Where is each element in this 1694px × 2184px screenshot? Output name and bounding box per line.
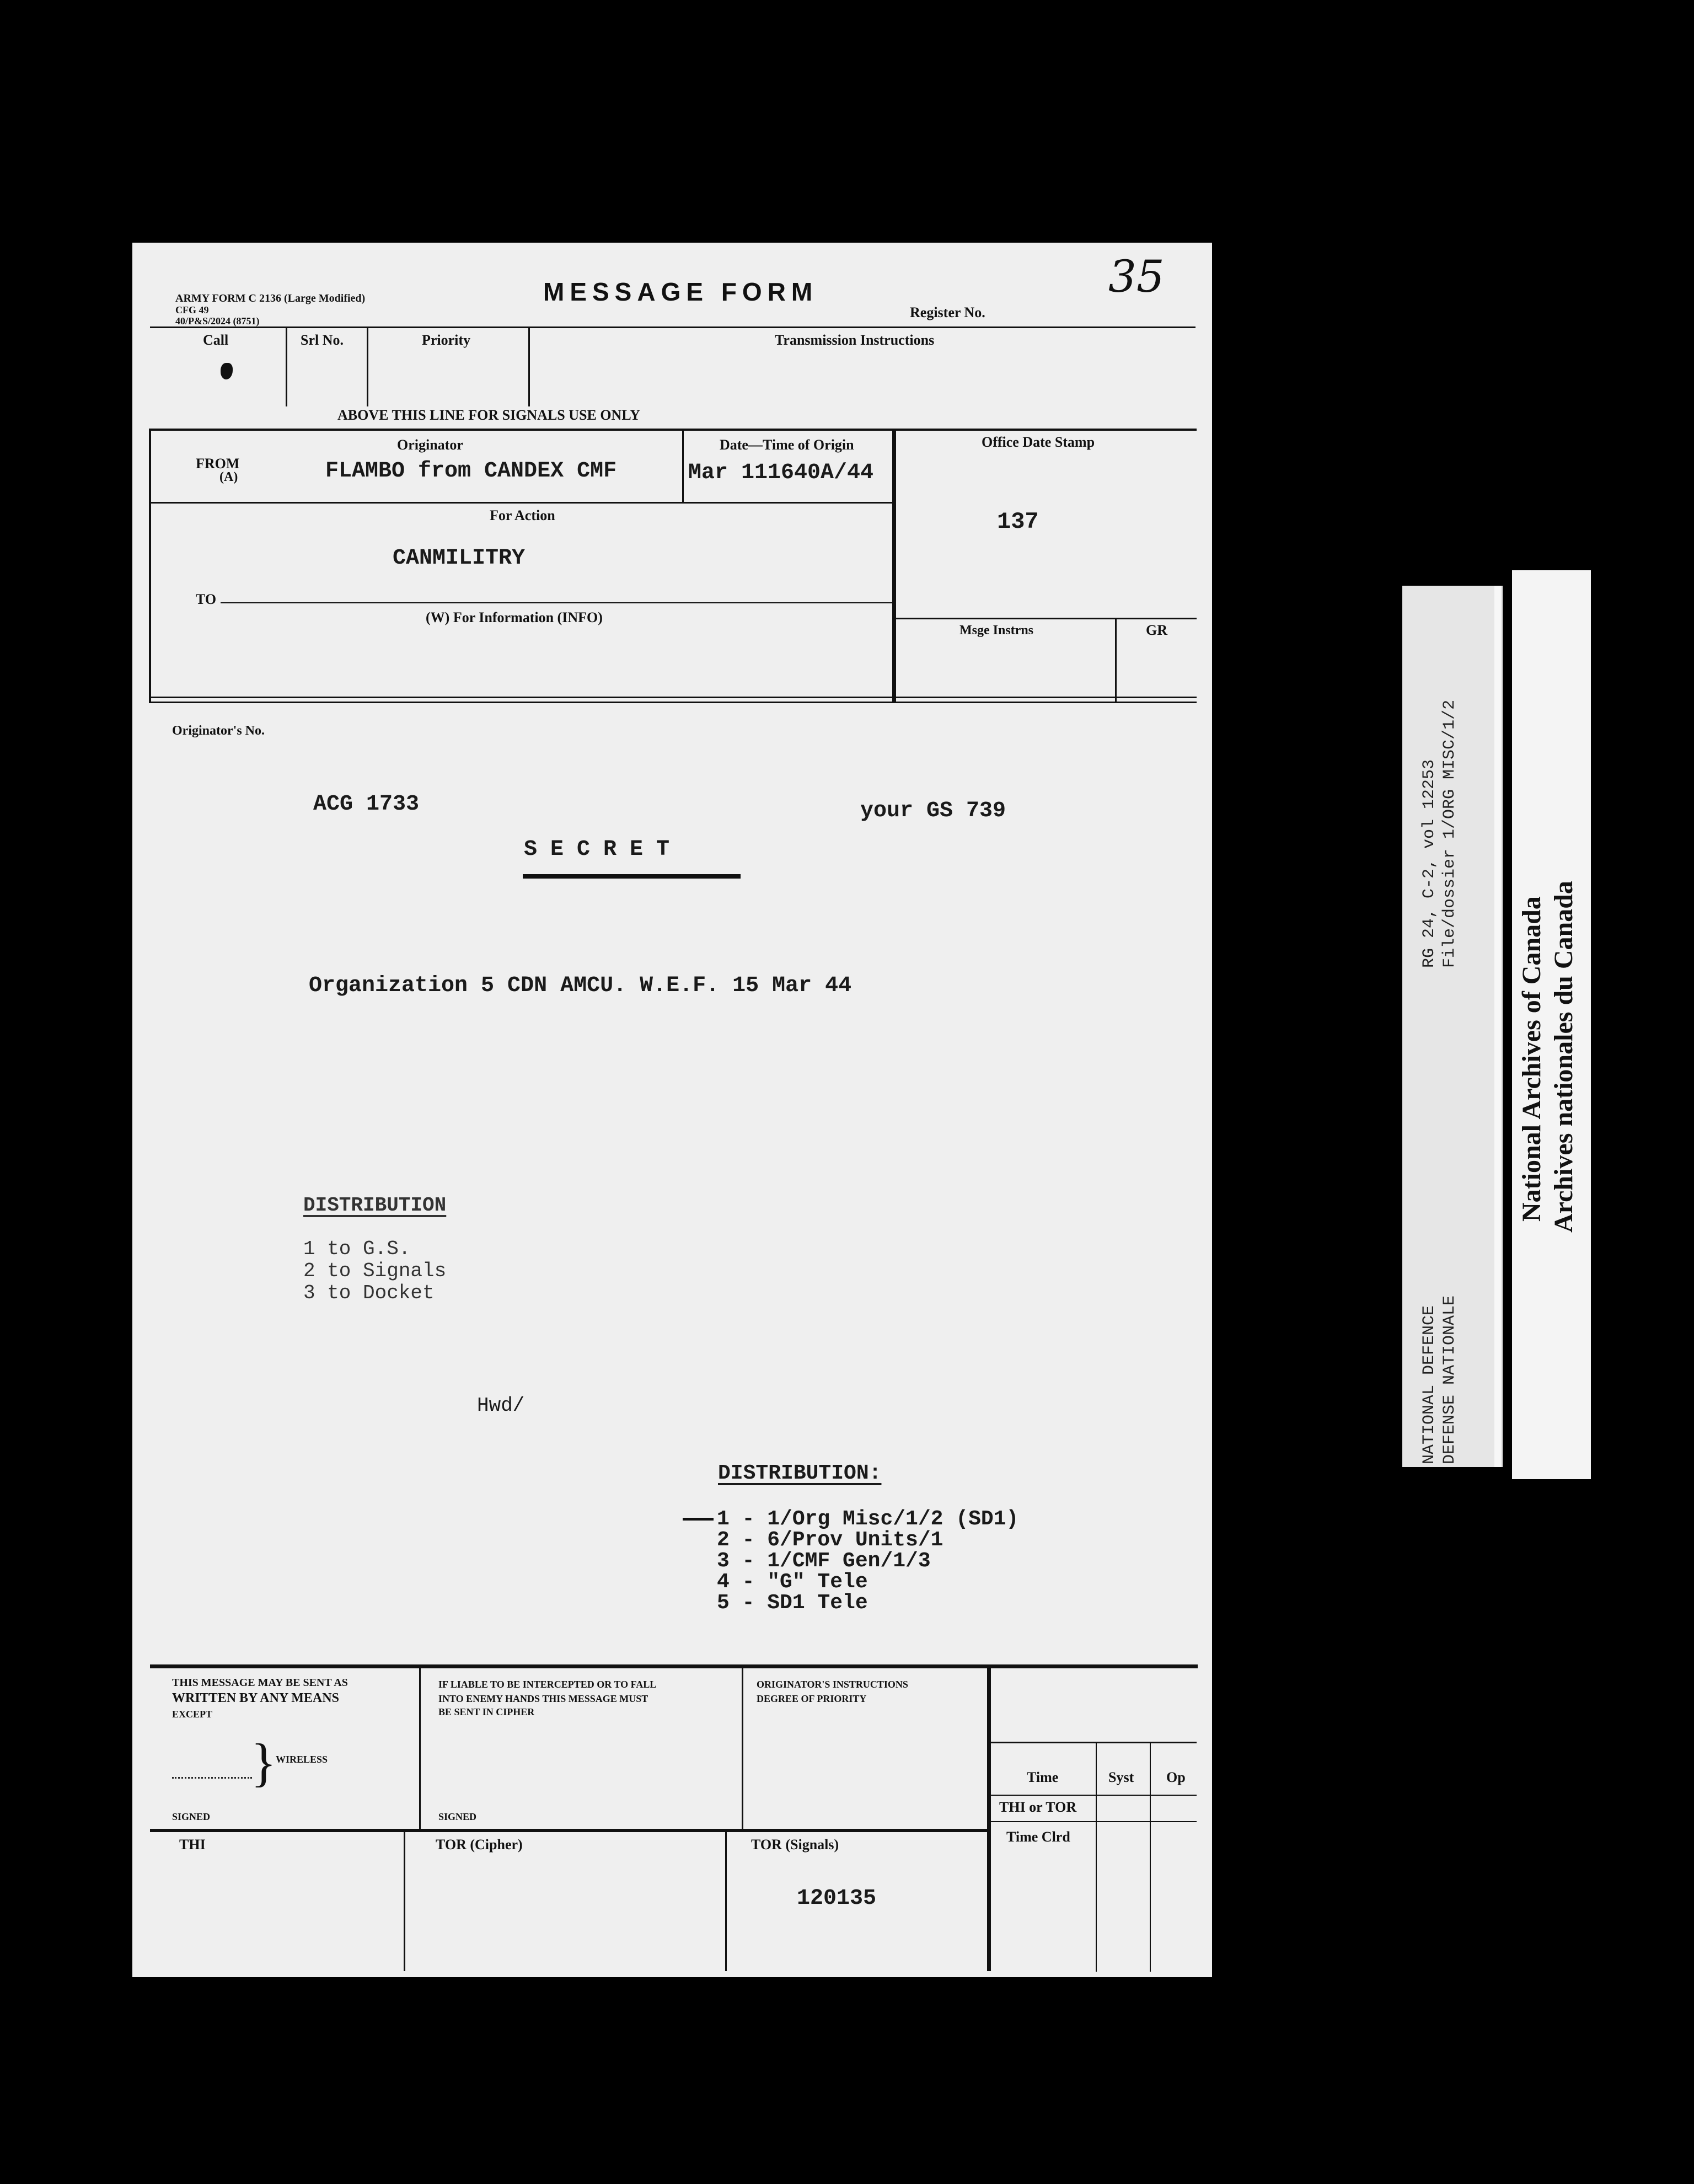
priority-label: Priority — [422, 332, 471, 348]
signals-use-notice: ABOVE THIS LINE FOR SIGNALS USE ONLY — [337, 407, 641, 423]
address-top-rule — [149, 429, 1197, 431]
distribution-item: 1 to G.S. — [303, 1238, 411, 1260]
footer-col-div-1 — [419, 1668, 421, 1832]
register-label: Register No. — [910, 304, 985, 320]
transmission-label: Transmission Instructions — [775, 332, 935, 348]
distribution-heading-1: DISTRIBUTION — [303, 1194, 447, 1217]
department-line-2: DEFENSE NATIONALE — [1440, 1295, 1459, 1464]
signed-label-2: SIGNED — [438, 1811, 477, 1822]
classification-underline — [523, 874, 741, 879]
syst-label: Syst — [1108, 1769, 1134, 1785]
for-action-label: For Action — [490, 507, 555, 523]
address-box-right — [892, 429, 896, 702]
time-label: Time — [1027, 1769, 1059, 1785]
from-row-rule — [150, 502, 893, 504]
archive-label-fr: Archives nationales du Canada — [1549, 881, 1578, 1233]
address-bottom-rule-1 — [149, 697, 1197, 698]
from-label: FROM — [196, 456, 240, 472]
footer-col-div-2 — [742, 1668, 743, 1832]
originator-value: FLAMBO from CANDEX CMF — [325, 459, 617, 484]
srl-label: Srl No. — [301, 332, 344, 348]
footer-bottom-div-2 — [725, 1832, 727, 1971]
distribution-item: 3 - 1/CMF Gen/1/3 — [717, 1549, 931, 1573]
col-div-call — [286, 328, 287, 406]
from-sub-label: (A) — [219, 470, 238, 484]
hwd-initials: Hwd/ — [477, 1394, 525, 1417]
cipher-line-2: INTO ENEMY HANDS THIS MESSAGE MUST — [438, 1693, 648, 1704]
archive-reference-line-2: File/dossier 1/ORG MISC/1/2 — [1440, 699, 1459, 968]
time-clrd-label: Time Clrd — [1006, 1829, 1070, 1845]
form-id: ARMY FORM C 2136 (Large Modified) — [175, 292, 366, 304]
info-label: (W) For Information (INFO) — [426, 609, 603, 625]
tor-signals-label: TOR (Signals) — [751, 1837, 839, 1853]
thi-or-tor-label: THI or TOR — [999, 1799, 1077, 1815]
tor-cipher-label: TOR (Cipher) — [436, 1837, 523, 1853]
dash-mark — [683, 1518, 714, 1521]
department-line-1: NATIONAL DEFENCE — [1420, 1305, 1439, 1464]
footer-mid-rule — [150, 1829, 988, 1832]
msge-top-rule — [896, 618, 1197, 619]
wireless-brace: } — [251, 1733, 277, 1792]
office-stamp-label: Office Date Stamp — [982, 434, 1095, 450]
distribution-heading-2: DISTRIBUTION: — [718, 1462, 882, 1485]
time-grid-top — [990, 1742, 1197, 1743]
time-grid-row-1 — [990, 1795, 1197, 1796]
may-be-sent-line-2: WRITTEN BY ANY MEANS — [172, 1691, 339, 1705]
address-bottom-rule-2 — [149, 702, 1197, 703]
archive-reference-line-1: RG 24, C-2, vol 12253 — [1420, 759, 1439, 968]
distribution-item: 3 to Docket — [303, 1282, 435, 1304]
col-div-priority — [528, 328, 530, 406]
dto-label: Date—Time of Origin — [720, 437, 854, 453]
thi-label: THI — [179, 1837, 206, 1853]
may-be-sent-line-3: EXCEPT — [172, 1709, 213, 1720]
form-title: MESSAGE FORM — [543, 277, 818, 306]
msge-label: Msge Instrns — [959, 623, 1034, 638]
message-text: Organization 5 CDN AMCU. W.E.F. 15 Mar 44 — [309, 973, 852, 998]
gr-label: GR — [1146, 622, 1167, 638]
dto-value: Mar 111640A/44 — [688, 461, 874, 485]
msge-gr-divider — [1115, 619, 1117, 702]
distribution-item: 4 - "G" Tele — [717, 1570, 868, 1594]
form-cfg: CFG 49 — [175, 304, 209, 315]
footer-top-rule — [150, 1664, 1198, 1668]
your-reference: your GS 739 — [860, 799, 1006, 823]
distribution-item: 2 to Signals — [303, 1260, 447, 1282]
wireless-label: WIRELESS — [276, 1754, 328, 1765]
originators-no-label: Originator's No. — [172, 724, 265, 738]
to-value: CANMILITRY — [393, 546, 526, 571]
to-rule — [221, 602, 892, 603]
to-label: TO — [196, 591, 217, 607]
footer-col-div-3 — [987, 1668, 991, 1971]
cipher-line-3: BE SENT IN CIPHER — [438, 1706, 535, 1717]
call-label: Call — [203, 332, 229, 348]
tab-white-edge — [1494, 586, 1501, 1467]
cipher-line-1: IF LIABLE TO BE INTERCEPTED OR TO FALL — [438, 1679, 657, 1690]
wireless-dotted-line — [172, 1777, 252, 1779]
originator-label: Originator — [397, 437, 463, 453]
op-label: Op — [1166, 1769, 1186, 1785]
page-number: 35 — [1108, 251, 1165, 302]
distribution-item: 1 - 1/Org Misc/1/2 (SD1) — [717, 1507, 1019, 1531]
degree-priority-label: DEGREE OF PRIORITY — [757, 1693, 867, 1704]
footer-bottom-div-1 — [404, 1832, 405, 1971]
archive-label-en: National Archives of Canada — [1517, 896, 1546, 1222]
time-grid-row-2 — [990, 1821, 1197, 1822]
distribution-item: 5 - SD1 Tele — [717, 1591, 868, 1615]
signed-label-1: SIGNED — [172, 1811, 211, 1822]
originators-no-value: ACG 1733 — [313, 792, 420, 817]
time-grid-div-1 — [1096, 1743, 1097, 1972]
col-div-srl — [367, 328, 368, 406]
form-print-ref: 40/P&S/2024 (8751) — [175, 315, 260, 326]
rule-under-header — [150, 326, 1196, 328]
originators-instructions-label: ORIGINATOR'S INSTRUCTIONS — [757, 1679, 908, 1690]
may-be-sent-line-1: THIS MESSAGE MAY BE SENT AS — [172, 1677, 348, 1689]
dto-divider — [682, 431, 684, 502]
tor-signals-value: 120135 — [797, 1886, 877, 1911]
time-grid-div-2 — [1150, 1743, 1151, 1972]
distribution-item: 2 - 6/Prov Units/1 — [717, 1528, 944, 1552]
office-stamp-value: 137 — [997, 508, 1039, 535]
address-left-rule — [149, 429, 151, 702]
classification: S E C R E T — [524, 837, 670, 862]
